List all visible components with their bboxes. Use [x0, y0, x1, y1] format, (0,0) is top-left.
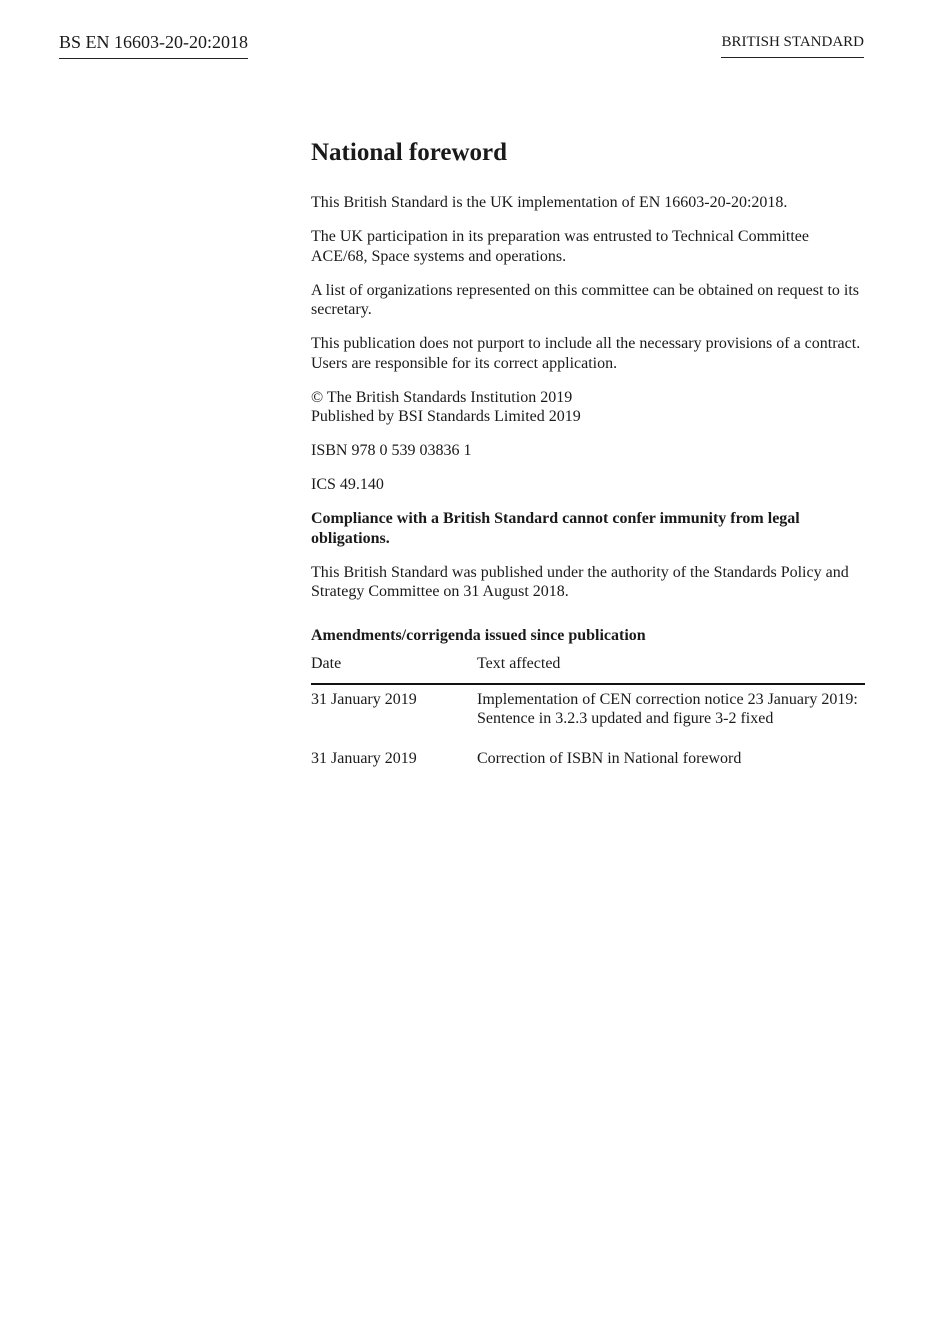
document-number: BS EN 16603-20-20:2018	[59, 30, 248, 59]
column-header-date: Date	[311, 654, 477, 684]
table-row	[311, 684, 865, 744]
isbn: ISBN 978 0 539 03836 1	[311, 442, 472, 459]
page-title: National foreword	[311, 139, 508, 166]
compliance-statement: Compliance with a British Standard cannot confer immunity from legal obligations.	[311, 510, 800, 547]
table-header-row	[311, 654, 865, 684]
committee-paragraph: The UK participation in its preparation was entrusted to Technical Committee ACE/68, Space systems and operations.	[311, 228, 809, 265]
implementation-paragraph: This British Standard is the UK implementation of EN 16603-20-20:2018.	[311, 194, 788, 211]
amendments-table	[311, 654, 865, 783]
amendment-date: 31 January 2019	[311, 749, 417, 767]
amendment-text: Correction of ISBN in National foreword	[477, 749, 742, 767]
copyright-line: © The British Standards Institution 2019	[311, 388, 573, 406]
amendment-date: 31 January 2019	[311, 690, 417, 708]
publisher-line: Published by BSI Standards Limited 2019	[311, 408, 581, 425]
amendments-title: Amendments/corrigenda issued since publication	[311, 626, 646, 644]
provisions-paragraph: This publication does not purport to include all the necessary provisions of a contract. Users are responsible for its correct application.	[311, 335, 861, 372]
authority-paragraph: This British Standard was published under the authority of the Standards Policy and Strategy Committee on 31 August 2018.	[311, 563, 849, 600]
amendment-text: Implementation of CEN correction notice 23 January 2019: Sentence in 3.2.3 updated and figure 3-2 fixed	[477, 690, 858, 727]
copyright-block	[311, 388, 865, 427]
column-header-text-affected: Text affected	[477, 654, 865, 684]
table-row	[311, 744, 865, 784]
document-type: BRITISH STANDARD	[721, 32, 864, 58]
organizations-paragraph: A list of organizations represented on this committee can be obtained on request to its secretary.	[311, 281, 860, 318]
ics-code: ICS 49.140	[311, 476, 384, 493]
foreword-section	[311, 136, 865, 783]
